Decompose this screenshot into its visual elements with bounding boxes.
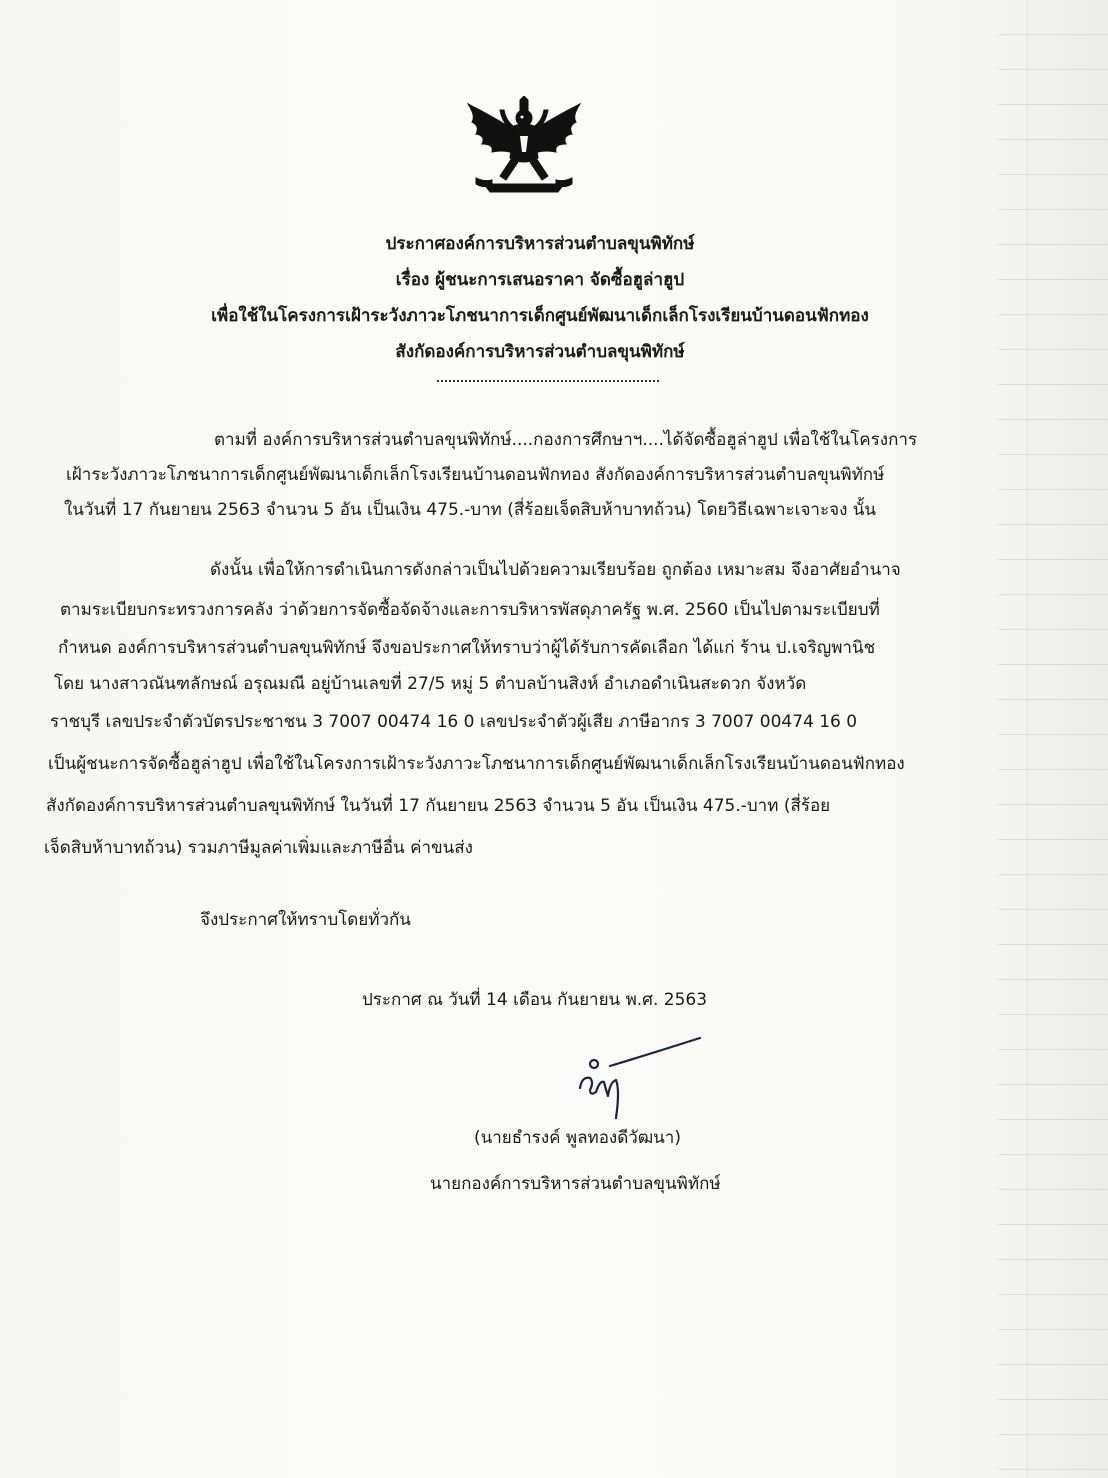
paragraph2-line: กำหนด องค์การบริหารส่วนตำบลขุนพิทักษ์ จึงขอประกาศให้ทราบว่าผู้ได้รับการคัดเลือก ได้แก่ ร้าน ป.เจริญพานิช (58, 638, 876, 658)
closing-statement: จึงประกาศให้ทราบโดยทั่วกัน (200, 910, 411, 930)
paragraph2-line: โดย นางสาวณันฑลักษณ์ อรุณมณี อยู่บ้านเลขที่ 27/5 หมู่ 5 ตำบลบ้านสิงห์ อำเภอดำเนินสะดวก จังหวัด (54, 674, 807, 694)
page-edge-shadow (1026, 0, 1030, 1478)
announcement-date: ประกาศ ณ วันที่ 14 เดือน กันยายน พ.ศ. 2563 (362, 990, 708, 1010)
garuda-emblem-icon (462, 96, 586, 196)
paragraph1-line: เฝ้าระวังภาวะโภชนาการเด็กศูนย์พัฒนาเด็กเล็กโรงเรียนบ้านดอนฟักทอง สังกัดองค์การบริหารส่วนตำบลขุนพิทักษ์ (66, 465, 885, 485)
paragraph2-line: ดังนั้น เพื่อให้การดำเนินการดังกล่าวเป็นไปด้วยความเรียบร้อย ถูกต้อง เหมาะสม จึงอาศัยอำนาจ (210, 560, 901, 580)
underlying-lined-paper (998, 0, 1108, 1478)
paragraph2-line: เจ็ดสิบห้าบาทถ้วน) รวมภาษีมูลค่าเพิ่มและภาษีอื่น ค่าขนส่ง (44, 838, 473, 858)
paragraph2-line: ตามระเบียบกระทรวงการคลัง ว่าด้วยการจัดซื้อจัดจ้างและการบริหารพัสดุภาครัฐ พ.ศ. 2560 เป็นไปตามระเบียบที่ (60, 600, 880, 620)
handwritten-signature (560, 1030, 710, 1120)
paragraph2-line: สังกัดองค์การบริหารส่วนตำบลขุนพิทักษ์ ในวันที่ 17 กันยายน 2563 จำนวน 5 อัน เป็นเงิน 475.-บาท (สี่ร้อย (46, 796, 831, 816)
affiliation-line: สังกัดองค์การบริหารส่วนตำบลขุนพิทักษ์ (395, 342, 685, 362)
announcement-subject: เรื่อง ผู้ชนะการเสนอราคา จัดซื้อฮูล่าฮูป (395, 270, 685, 290)
announcement-title: ประกาศองค์การบริหารส่วนตำบลขุนพิทักษ์ (385, 234, 695, 254)
project-line: เพื่อใช้ในโครงการเฝ้าระวังภาวะโภชนาการเด็กศูนย์พัฒนาเด็กเล็กโรงเรียนบ้านดอนฟักทอง (211, 306, 869, 326)
signer-name: (นายธำรงค์ พูลทองดีวัฒนา) (474, 1128, 681, 1148)
paragraph2-line: ราชบุรี เลขประจำตัวบัตรประชาชน 3 7007 00474 16 0 เลขประจำตัวผู้เสีย ภาษีอากร 3 7007 00474 16 0 (50, 712, 858, 732)
signer-title: นายกองค์การบริหารส่วนตำบลขุนพิทักษ์ (430, 1174, 721, 1194)
paragraph2-line: เป็นผู้ชนะการจัดซื้อฮูล่าฮูป เพื่อใช้ในโครงการเฝ้าระวังภาวะโภชนาการเด็กศูนย์พัฒนาเด็กเล็กโรงเรียนบ้านดอนฟักทอง (48, 754, 905, 774)
paragraph1-line: ตามที่ องค์การบริหารส่วนตำบลขุนพิทักษ์....กองการศึกษาฯ....ได้จัดซื้อฮูล่าฮูป เพื่อใช้ในโครงการ (214, 430, 918, 450)
heading-divider (437, 380, 659, 382)
paragraph1-line: ในวันที่ 17 กันยายน 2563 จำนวน 5 อัน เป็นเงิน 475.-บาท (สี่ร้อยเจ็ดสิบห้าบาทถ้วน) โดยวิธีเฉพาะเจาะจง นั้น (64, 500, 877, 520)
